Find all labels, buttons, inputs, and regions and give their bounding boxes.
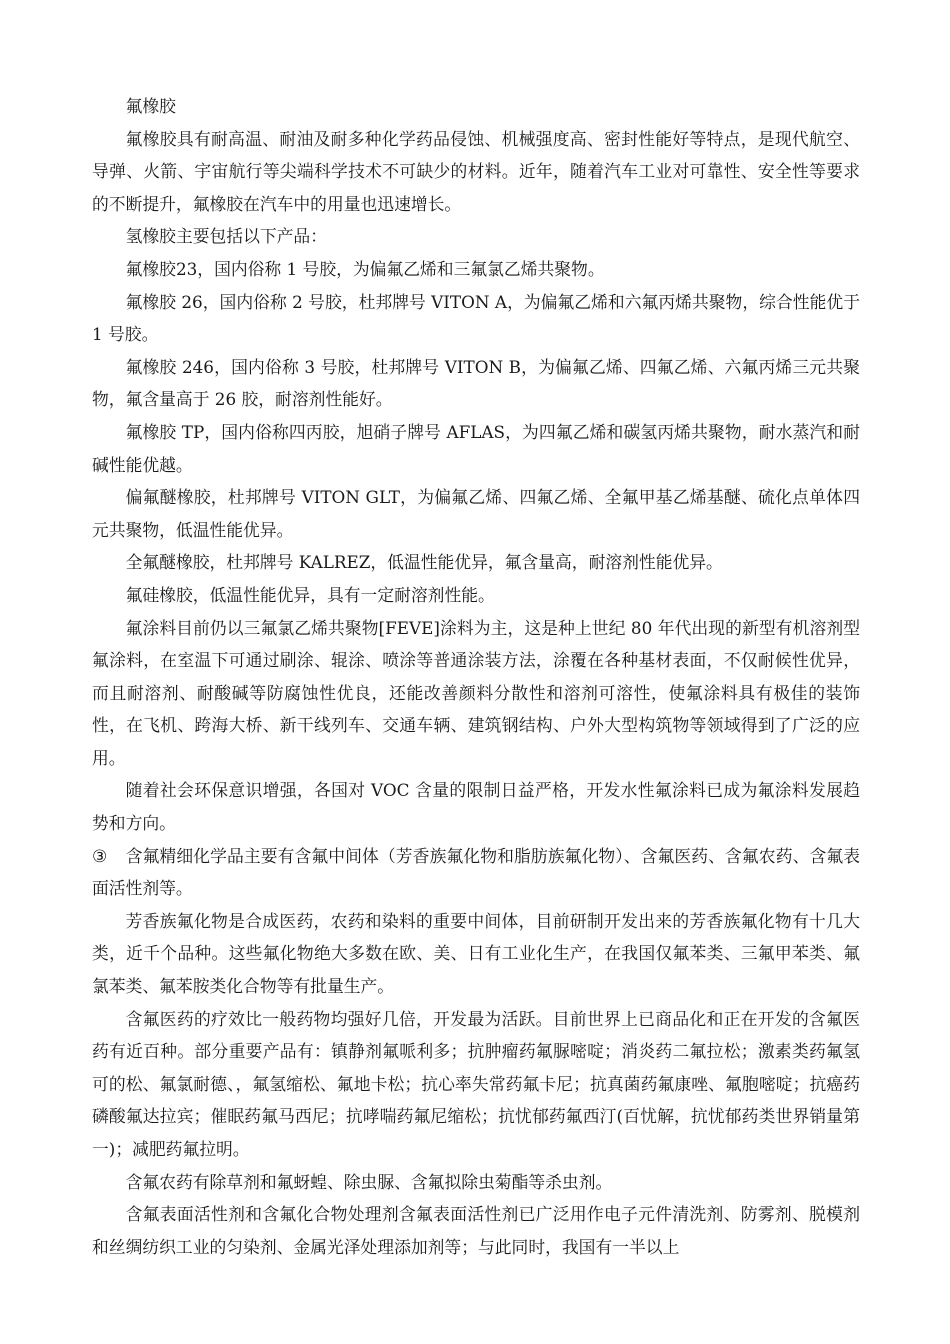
paragraph: 芳香族氟化物是合成医药，农药和染料的重要中间体，目前研制开发出来的芳香族氟化物有十几大类，近千个品种。这些氟化物绝大多数在欧、美、日有工业化生产，在我国仅氟苯类、三氟甲苯类、氟氯苯类、氟苯胺类化合物等有批量生产。 bbox=[92, 910, 860, 997]
paragraph: 氟橡胶23，国内俗称 1 号胶，为偏氟乙烯和三氟氯乙烯共聚物。 bbox=[125, 258, 605, 279]
document-page bbox=[92, 90, 860, 1263]
paragraph: 氟橡胶 TP，国内俗称四丙胶，旭硝子牌号 AFLAS，为四氟乙烯和碳氢丙烯共聚物，耐水蒸汽和耐碱性能优越。 bbox=[92, 421, 860, 475]
list-marker: ③ bbox=[92, 845, 108, 866]
paragraph: 氟橡胶 246，国内俗称 3 号胶，杜邦牌号 VITON B，为偏氟乙烯、四氟乙烯、六氟丙烯三元共聚物，氟含量高于 26 胶，耐溶剂性能好。 bbox=[92, 356, 860, 410]
paragraph: 全氟醚橡胶，杜邦牌号 KALREZ，低温性能优异，氟含量高，耐溶剂性能优异。 bbox=[125, 552, 723, 573]
paragraph: 氢橡胶主要包括以下产品： bbox=[125, 226, 327, 247]
list-item-text: 含氟精细化学品主要有含氟中间体（芳香族氟化物和脂肪族氟化物）、含氟医药、含氟农药、含氟表面活性剂等。 bbox=[92, 845, 860, 899]
heading-fluororubber: 氟橡胶 bbox=[125, 96, 176, 116]
paragraph: 氟橡胶具有耐高温、耐油及耐多种化学药品侵蚀、机械强度高、密封性能好等特点，是现代航空、导弹、火箭、宇宙航行等尖端科学技术不可缺少的材料。近年，随着汽车工业对可靠性、安全性等要求的不断提升，氟橡胶在汽车中的用量也迅速增长。 bbox=[92, 128, 860, 214]
list-item bbox=[92, 840, 860, 905]
paragraph: 含氟医药的疗效比一般药物均强好几倍，开发最为活跃。目前世界上已商品化和正在开发的含氟医药有近百种。部分重要产品有：镇静剂氟哌利多；抗肿瘤药氟脲嘧啶；消炎药二氟拉松；激素类药氟氢可的松、氟氯耐德、，氟氢缩松、氟地卡松；抗心率失常药氟卡尼；抗真菌药氟康唑、氟胞嘧啶；抗癌药磷酸氟达拉宾；催眠药氟马西尼；抗哮喘药氟尼缩松；抗忧郁药氟西汀(百忧解，抗忧郁药类世界销量第一)；减肥药氟拉明。 bbox=[92, 1008, 860, 1159]
paragraph: 含氟农药有除草剂和氟蚜蝗、除虫脲、含氟拟除虫菊酯等杀虫剂。 bbox=[125, 1171, 613, 1192]
paragraph: 含氟表面活性剂和含氟化合物处理剂含氟表面活性剂已广泛用作电子元件清洗剂、防雾剂、脱模剂和丝绸纺织工业的匀染剂、金属光泽处理添加剂等；与此同时，我国有一半以上 bbox=[92, 1204, 860, 1257]
paragraph: 偏氟醚橡胶，杜邦牌号 VITON GLT，为偏氟乙烯、四氟乙烯、全氟甲基乙烯基醚、硫化点单体四元共聚物，低温性能优异。 bbox=[92, 487, 860, 540]
paragraph: 氟涂料目前仍以三氟氯乙烯共聚物[FEVE]涂料为主，这是种上世纪 80 年代出现的新型有机溶剂型氟涂料，在室温下可通过刷涂、辊涂、喷涂等普通涂装方法，涂覆在各种基材表面，不仅耐候性优异，而且耐溶剂、耐酸碱等防腐蚀性优良，还能改善颜料分散性和溶剂可溶性，使氟涂料具有极佳的装饰性，在飞机、跨海大桥、新干线列车、交通车辆、建筑钢结构、户外大型构筑物等领域得到了广泛的应用。 bbox=[92, 617, 860, 768]
paragraph: 氟硅橡胶，低温性能优异，具有一定耐溶剂性能。 bbox=[125, 584, 495, 605]
paragraph: 氟橡胶 26，国内俗称 2 号胶，杜邦牌号 VITON A，为偏氟乙烯和六氟丙烯共聚物，综合性能优于 1 号胶。 bbox=[92, 291, 860, 345]
paragraph: 随着社会环保意识增强，各国对 VOC 含量的限制日益严格，开发水性氟涂料已成为氟涂料发展趋势和方向。 bbox=[92, 780, 860, 834]
